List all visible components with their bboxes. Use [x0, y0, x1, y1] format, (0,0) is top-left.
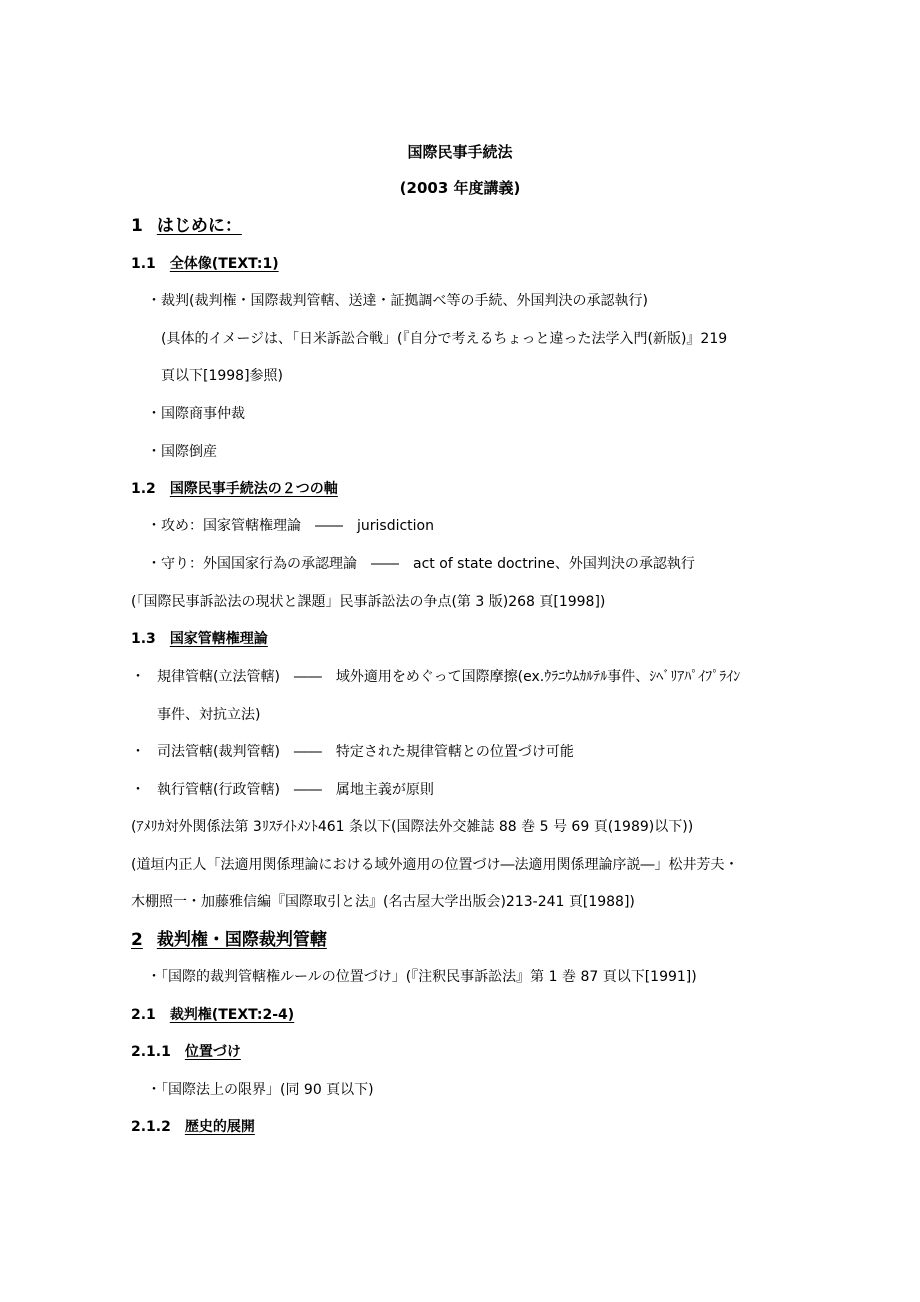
bullet-text: 司法管轄(裁判管轄) ―― 特定された規律管轄との位置づけ可能: [157, 744, 574, 760]
section-2-heading: [131, 930, 327, 950]
section-title: 位置づけ: [184, 1044, 241, 1060]
reference-line: 木棚照一・加藤雅信編『国際取引と法』(名古屋大学出版会)213-241 頁[1988]): [131, 894, 635, 910]
section-title: 全体像(TEXT:1): [169, 256, 279, 272]
paragraph-line: ・攻め：国家管轄権理論 ―― jurisdiction: [147, 518, 434, 534]
section-title: 裁判権(TEXT:2-4): [169, 1007, 295, 1023]
section-1-heading: [131, 216, 242, 236]
section-number: 2: [131, 930, 143, 950]
paragraph-line: 頁以下[1998]参照): [161, 368, 284, 384]
section-number: 1.3: [131, 631, 156, 647]
document-subtitle: (2003 年度講義): [399, 179, 521, 197]
bullet-mark: ・: [131, 782, 145, 798]
section-1-2-heading: [131, 480, 338, 498]
paragraph-line: ・「国際法上の限界」(同 90 頁以下): [147, 1082, 374, 1098]
bullet-item-continuation: [131, 706, 260, 724]
section-title: 国家管轄権理論: [169, 631, 268, 647]
paragraph-line: ・国際商事仲裁: [147, 406, 245, 422]
section-2-1-heading: [131, 1006, 294, 1024]
paragraph-line: ・「国際的裁判管轄権ルールの位置づけ」(『注釈民事訴訟法』第 1 巻 87 頁以下[1991]): [147, 969, 697, 985]
section-title: 歴史的展開: [184, 1119, 255, 1135]
section-1-3-heading: [131, 630, 268, 648]
reference-line: (ｱﾒﾘｶ対外関係法第 3ﾘｽﾃｲﾄﾒﾝﾄ461 条以下(国際法外交雑誌 88 巻 5 号 69 頁(1989)以下)): [131, 819, 694, 835]
bullet-text: 規律管轄(立法管轄) ―― 域外適用をめぐって国際摩擦(ex.ｳﾗﾆｳﾑｶﾙﾃﾙ事件、ｼﾍﾞﾘｱﾊﾟｲﾌﾟﾗｲﾝ: [157, 669, 741, 685]
section-1-1-heading: [131, 255, 279, 273]
section-number: 2.1.1: [131, 1044, 171, 1060]
reference-line: (道垣内正人「法適用関係理論における域外適用の位置づけ―法適用関係理論序説―」松井芳夫・: [131, 857, 739, 873]
section-number: 1.1: [131, 256, 156, 272]
section-2-1-1-heading: [131, 1043, 241, 1061]
document-title: 国際民事手続法: [407, 143, 513, 161]
section-title: 国際民事手続法の２つの軸: [169, 481, 338, 497]
bullet-item: [131, 781, 434, 799]
section-2-1-2-heading: [131, 1118, 255, 1136]
section-number: 2.1.2: [131, 1119, 171, 1135]
paragraph-line: ・守り：外国国家行為の承認理論 ―― act of state doctrine、外国判決の承認執行: [147, 556, 695, 572]
section-title: 裁判権・国際裁判管轄: [156, 930, 327, 950]
bullet-item: [131, 668, 740, 686]
section-number: 1.2: [131, 481, 156, 497]
bullet-item: [131, 743, 574, 761]
bullet-text: 執行管轄(行政管轄) ―― 属地主義が原則: [157, 782, 434, 798]
reference-line: (「国際民事訴訟法の現状と課題」民事訴訟法の争点(第 3 版)268 頁[1998]): [131, 594, 606, 610]
section-title: はじめに：: [156, 216, 242, 236]
paragraph-line: ・裁判(裁判権・国際裁判管轄、送達・証拠調べ等の手続、外国判決の承認執行): [147, 293, 648, 309]
bullet-mark: ・: [131, 744, 145, 760]
paragraph-line: (具体的イメージは、「日米訴訟合戦」(『自分で考えるちょっと違った法学入門(新版)』219: [161, 331, 728, 347]
section-number: 2.1: [131, 1007, 156, 1023]
section-number: 1: [131, 216, 143, 236]
bullet-mark: ・: [131, 669, 145, 685]
paragraph-line: ・国際倒産: [147, 444, 217, 460]
bullet-text: 事件、対抗立法): [157, 707, 261, 723]
